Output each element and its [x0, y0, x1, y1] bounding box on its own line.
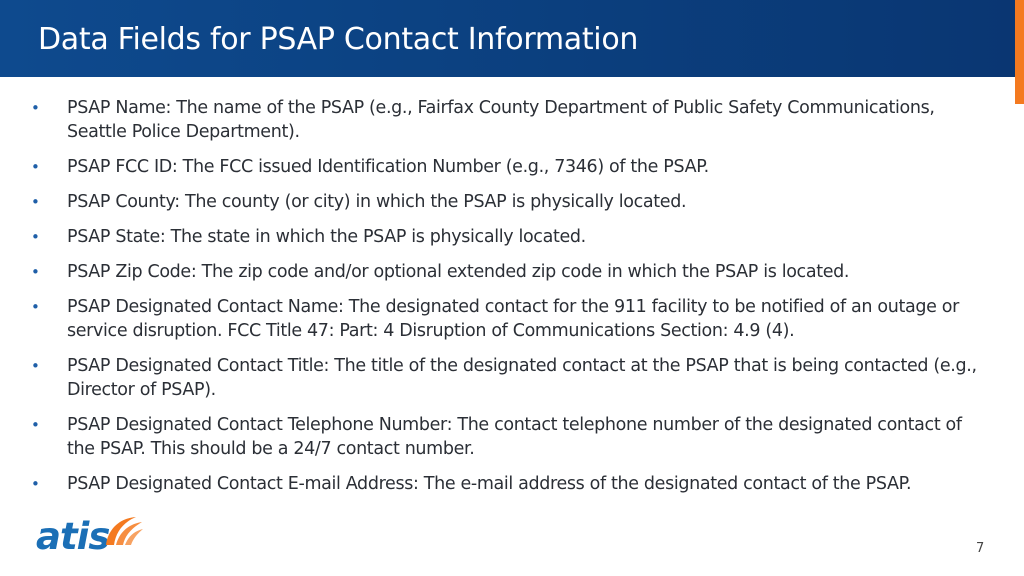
bullet-item — [30, 155, 990, 179]
bullet-text: PSAP State: The state in which the PSAP is physically located. — [67, 227, 586, 247]
bullet-list — [30, 96, 990, 507]
bullet-text: PSAP Designated Contact E-mail Address: The e-mail address of the designated contact of the PSAP. — [67, 474, 912, 494]
bullet-item — [30, 260, 990, 284]
bullet-dot-icon: • — [31, 475, 40, 493]
bullet-dot-icon: • — [31, 357, 40, 375]
slide-title: Data Fields for PSAP Contact Information — [38, 22, 639, 57]
bullet-dot-icon: • — [31, 193, 40, 211]
logo-text: atis — [36, 515, 110, 558]
bullet-dot-icon: • — [31, 158, 40, 176]
bullet-dot-icon: • — [31, 263, 40, 281]
bullet-text: PSAP County: The county (or city) in which the PSAP is physically located. — [67, 192, 687, 212]
orange-accent-bar — [1015, 0, 1024, 104]
bullet-text: PSAP FCC ID: The FCC issued Identification Number (e.g., 7346) of the PSAP. — [67, 157, 709, 177]
bullet-text: PSAP Name: The name of the PSAP (e.g., Fairfax County Department of Public Safety Communications, Seattle Police Department). — [67, 98, 935, 142]
bullet-item — [30, 413, 990, 461]
bullet-item — [30, 190, 990, 214]
bullet-text: PSAP Designated Contact Title: The title of the designated contact at the PSAP that is being contacted (e.g., Director of PSAP). — [67, 356, 977, 400]
bullet-text: PSAP Zip Code: The zip code and/or optional extended zip code in which the PSAP is located. — [67, 262, 850, 282]
bullet-dot-icon: • — [31, 298, 40, 316]
logo-swoosh-icon — [102, 515, 144, 549]
bullet-text: PSAP Designated Contact Telephone Number: The contact telephone number of the designated contact of the PSAP. This should be a 24/7 contact number. — [67, 415, 962, 459]
bullet-item — [30, 472, 990, 496]
title-bar — [0, 0, 1024, 77]
bullet-item — [30, 225, 990, 249]
bullet-item — [30, 96, 990, 144]
bullet-text: PSAP Designated Contact Name: The designated contact for the 911 facility to be notified of an outage or service disruption. FCC Title 47: Part: 4 Disruption of Communications Section: 4.9 (4). — [67, 297, 959, 341]
bullet-dot-icon: • — [31, 228, 40, 246]
page-number: 7 — [976, 541, 985, 556]
bullet-item — [30, 354, 990, 402]
bullet-dot-icon: • — [31, 416, 40, 434]
atis-logo — [36, 515, 144, 559]
bullet-item — [30, 295, 990, 343]
bullet-dot-icon: • — [31, 99, 40, 117]
